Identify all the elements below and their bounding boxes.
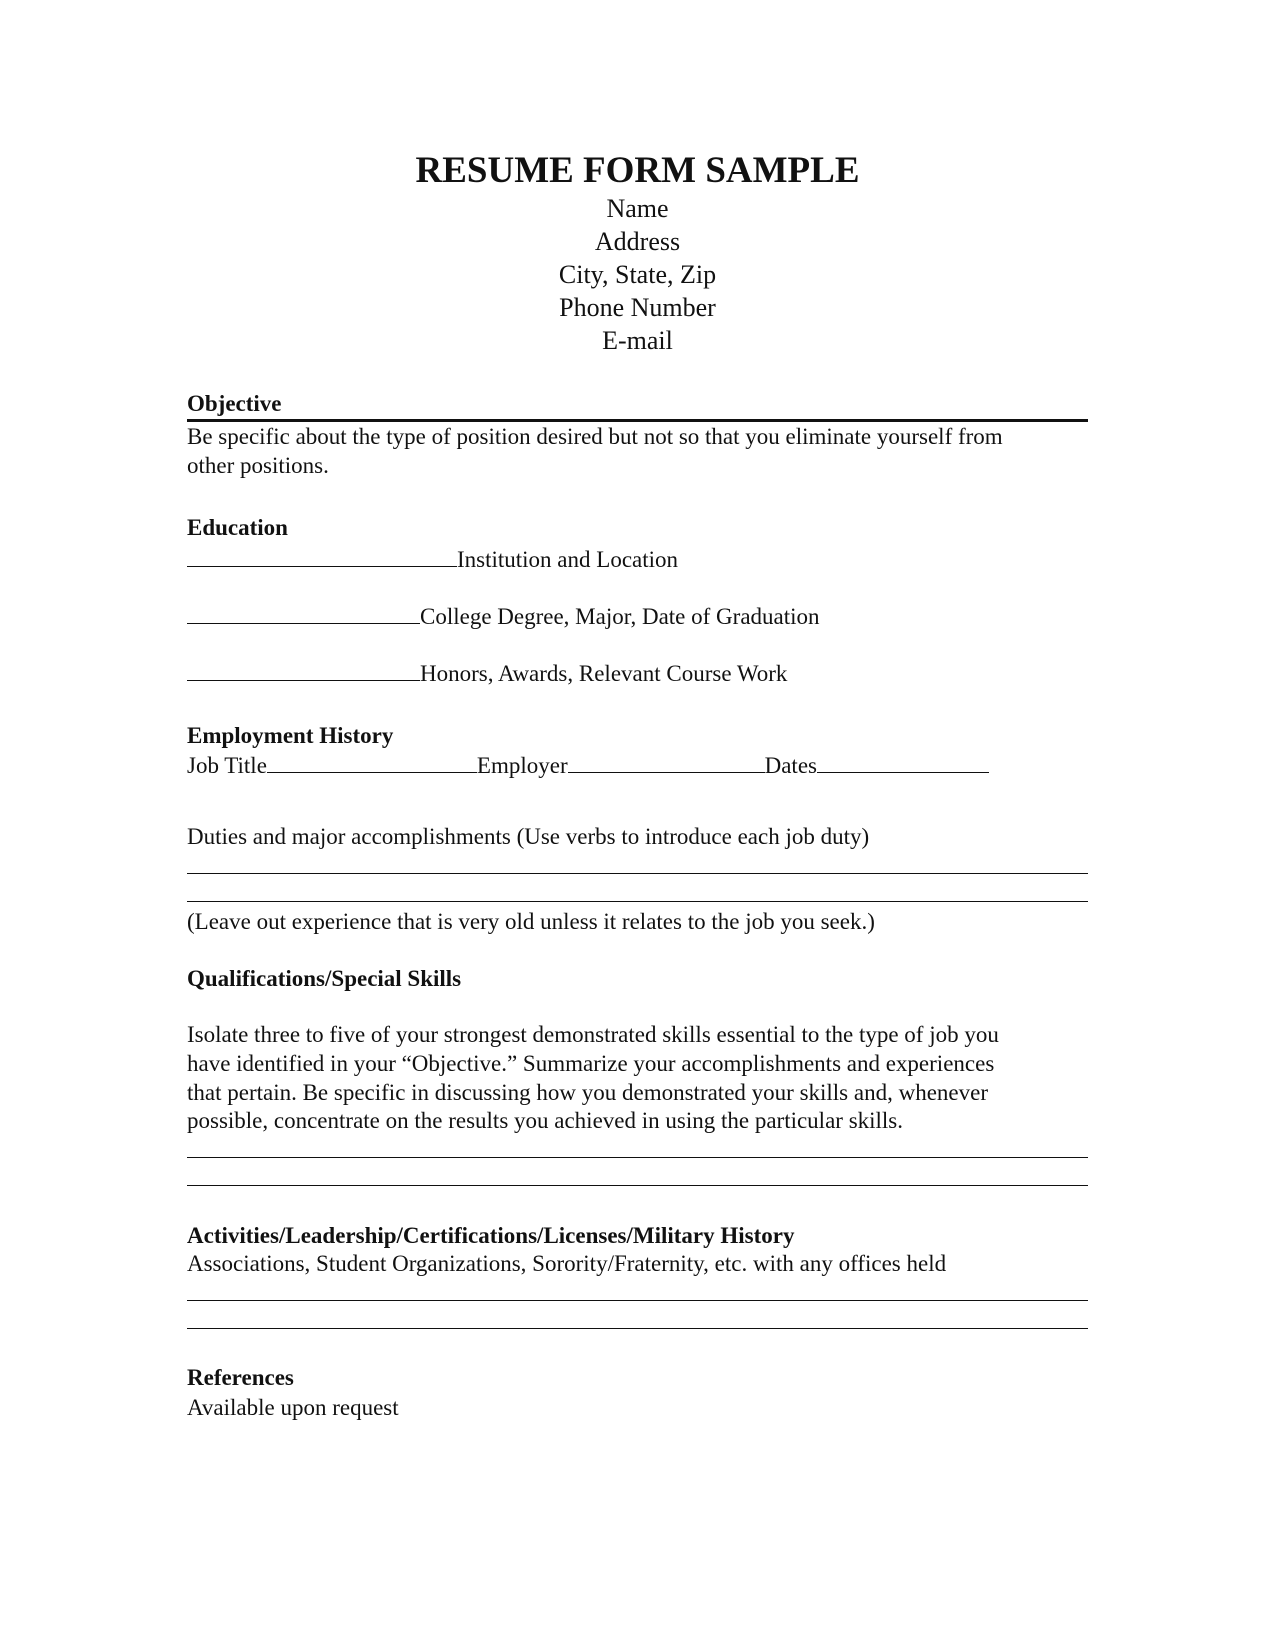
education-honors-row [187, 662, 787, 685]
dates-blank[interactable] [817, 754, 989, 773]
activities-heading: Activities/Leadership/Certifications/Licenses/Military History [187, 1223, 795, 1248]
contact-name: Name [606, 194, 669, 223]
degree-blank[interactable] [187, 605, 420, 624]
references-text: Available upon request [187, 1395, 399, 1420]
objective-heading: Objective [187, 391, 282, 416]
qualifications-text-line-1: Isolate three to five of your strongest demonstrated skills essential to the type of job you [187, 1022, 999, 1047]
page-title: RESUME FORM SAMPLE [415, 150, 860, 191]
employment-job-row [187, 754, 989, 777]
contact-address: Address [594, 227, 681, 256]
job-title-blank[interactable] [267, 754, 477, 773]
activities-blank-line-1[interactable] [187, 1300, 1088, 1301]
duties-blank-line-2[interactable] [187, 901, 1088, 902]
institution-label: Institution and Location [457, 547, 679, 572]
education-institution-row [187, 548, 678, 571]
references-heading: References [187, 1365, 294, 1390]
qualifications-text-line-4: possible, concentrate on the results you achieved in using the particular skills. [187, 1108, 904, 1133]
institution-blank[interactable] [187, 548, 457, 567]
qualifications-text-line-3: that pertain. Be specific in discussing how you demonstrated your skills and, whenever [187, 1080, 988, 1105]
activities-description: Associations, Student Organizations, Sorority/Fraternity, etc. with any offices held [187, 1251, 947, 1276]
education-heading: Education [187, 515, 288, 540]
objective-text-line-2: other positions. [187, 453, 329, 478]
objective-text-line-1: Be specific about the type of position desired but not so that you eliminate yourself from [187, 424, 1003, 449]
duties-blank-line-1[interactable] [187, 873, 1088, 874]
contact-city-state-zip: City, State, Zip [558, 260, 717, 289]
activities-blank-line-2[interactable] [187, 1328, 1088, 1329]
qualifications-blank-line-1[interactable] [187, 1157, 1088, 1158]
objective-divider [187, 419, 1088, 422]
dates-label: Dates [764, 753, 817, 778]
degree-label: College Degree, Major, Date of Graduation [420, 604, 820, 629]
employment-heading: Employment History [187, 723, 394, 748]
duties-label: Duties and major accomplishments (Use verbs to introduce each job duty) [187, 824, 870, 849]
qualifications-heading: Qualifications/Special Skills [187, 966, 462, 991]
employment-note: (Leave out experience that is very old unless it relates to the job you seek.) [187, 909, 875, 934]
contact-phone: Phone Number [559, 293, 716, 322]
qualifications-text-line-2: have identified in your “Objective.” Summarize your accomplishments and experiences [187, 1051, 995, 1076]
honors-blank[interactable] [187, 662, 420, 681]
qualifications-blank-line-2[interactable] [187, 1185, 1088, 1186]
employer-label: Employer [476, 753, 568, 778]
employer-blank[interactable] [568, 754, 765, 773]
contact-email: E-mail [602, 326, 673, 355]
honors-label: Honors, Awards, Relevant Course Work [420, 661, 788, 686]
education-degree-row [187, 605, 820, 628]
job-title-label: Job Title [187, 753, 267, 778]
